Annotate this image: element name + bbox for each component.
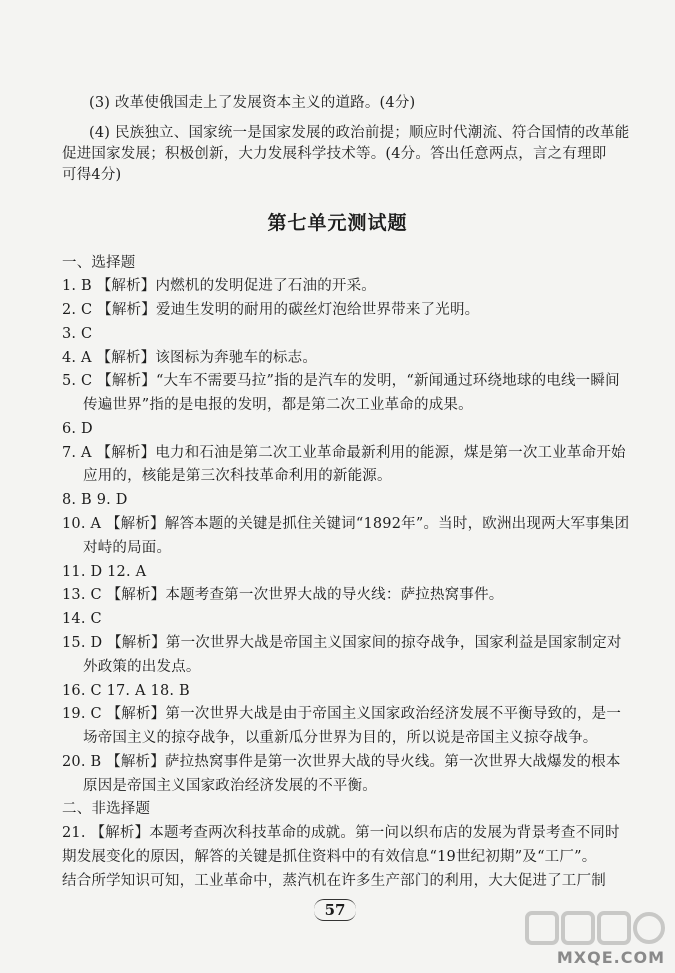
answer-line: 11. D 12. A	[62, 564, 147, 580]
answer-line: 8. B 9. D	[62, 492, 128, 508]
watermark-text: MXQE.COM	[556, 948, 665, 967]
answer-line: 13. C 【解析】本题考查第一次世界大战的导火线：萨拉热窝事件。	[62, 587, 504, 603]
answer-line: 期发展变化的原因，解答的关键是抓住资料中的有效信息“19世纪初期”及“工厂”。	[62, 849, 597, 865]
answer-line: 结合所学知识可知，工业革命中，蒸汽机在许多生产部门的利用，大大促进了工厂制	[62, 873, 606, 889]
answer-line: 3. C	[62, 326, 93, 342]
answer-line: 14. C	[62, 611, 102, 627]
answer-line: 应用的，核能是第三次科技革命利用的新能源。	[83, 468, 392, 484]
answer-line: 传遍世界”指的是电报的发明，都是第二次工业革命的成果。	[83, 397, 473, 413]
answer-line: 促进国家发展；积极创新，大力发展科学技术等。(4分。答出任意两点，言之有理即	[62, 146, 607, 162]
answer-line: 2. C 【解析】爱迪生发明的耐用的碳丝灯泡给世界带来了光明。	[62, 302, 480, 318]
answer-line: (4) 民族独立、国家统一是国家发展的政治前提；顺应时代潮流、符合国情的改革能	[89, 125, 630, 141]
answer-line: 10. A 【解析】解答本题的关键是抓住关键词“1892年”。当时，欧洲出现两大军事集团	[62, 516, 630, 532]
answer-line: 15. D 【解析】第一次世界大战是帝国主义国家间的掠夺战争，国家利益是国家制定对	[62, 635, 622, 651]
answer-line: 可得4分)	[62, 167, 122, 183]
answer-line: 1. B 【解析】内燃机的发明促进了石油的开采。	[62, 278, 377, 294]
answer-line: 19. C 【解析】第一次世界大战是由于帝国主义国家政治经济发展不平衡导致的，是一	[62, 706, 622, 722]
unit-title: 第七单元测试题	[267, 212, 408, 234]
answer-line: 21. 【解析】本题考查两次科技革命的成就。第一问以织布店的发展为背景考查不同时	[62, 825, 620, 841]
answer-line: 场帝国主义的掠夺战争，以重新瓜分世界为目的，所以说是帝国主义掠夺战争。	[83, 730, 598, 746]
section-heading: 二、非选择题	[62, 801, 151, 817]
answer-line: 原因是帝国主义国家政治经济发展的不平衡。	[83, 778, 377, 794]
answer-line: 5. C 【解析】“大车不需要马拉”指的是汽车的发明，“新闻通过环绕地球的电线一瞬间	[62, 373, 620, 389]
answer-line: 6. D	[62, 421, 93, 437]
answer-line: 外政策的出发点。	[83, 659, 201, 675]
answer-line: 16. C 17. A 18. B	[62, 683, 190, 699]
answer-line: 4. A 【解析】该图标为奔驰车的标志。	[62, 350, 318, 366]
answer-line: 20. B 【解析】萨拉热窝事件是第一次世界大战的导火线。第一次世界大战爆发的根本	[62, 754, 621, 770]
section-heading: 一、选择题	[62, 255, 136, 271]
answer-line: 对峙的局面。	[83, 540, 172, 556]
page-number: 57	[314, 899, 356, 921]
answer-line: (3) 改革使俄国走上了发展资本主义的道路。(4分)	[89, 95, 416, 111]
answer-line: 7. A 【解析】电力和石油是第二次工业革命最新利用的能源，煤是第一次工业革命开始	[62, 445, 626, 461]
